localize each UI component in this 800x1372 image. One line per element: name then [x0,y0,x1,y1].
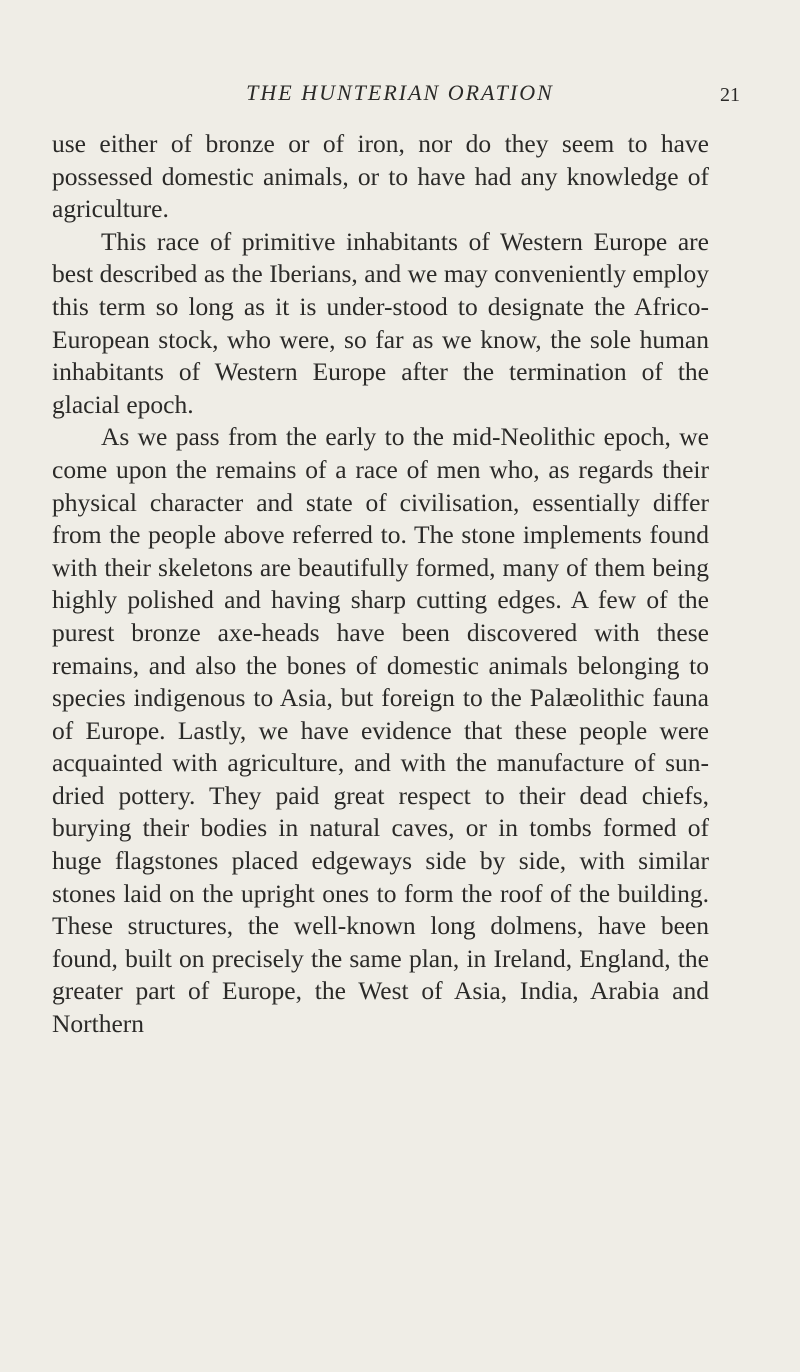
body-text [52,128,709,1041]
paragraph-neolithic: As we pass from the early to the mid-Neolithic epoch, we come upon the remains of a race of men who, as regards their physical character and state of civilisation, essentially differ from the people above referred to. The stone implements found with their skeletons are beautifully formed, many of them being highly polished and having sharp cutting edges. A few of the purest bronze axe-heads have been discovered with these remains, and also the bones of domestic animals belonging to species indigenous to Asia, but foreign to the Palæolithic fauna of Europe. Lastly, we have evidence that these people were acquainted with agriculture, and with the manufacture of sun-dried pottery. They paid great respect to their dead chiefs, burying their bodies in natural caves, or in tombs formed of huge flagstones placed edgeways side by side, with similar stones laid on the upright ones to form the roof of the building. These structures, the well-known long dolmens, have been found, built on precisely the same plan, in Ireland, England, the greater part of Europe, the West of Asia, India, Arabia and Northern [52,422,709,1039]
paragraph-iberians: This race of primitive inhabitants of Western Europe are best described as the Iberians, and we may conveniently employ this term so long as it is under-stood to designate the Africo-European stock, who were, so far as we know, the sole human inhabitants of Western Europe after the termination of the glacial epoch. [52,226,709,419]
running-head [52,78,748,108]
running-title: THE HUNTERIAN ORATION [246,80,554,105]
paragraph-continuation: use either of bronze or of iron, nor do they seem to have possessed domestic animals, or to have had any knowledge of agriculture. [52,129,709,224]
page-number: 21 [720,84,740,106]
